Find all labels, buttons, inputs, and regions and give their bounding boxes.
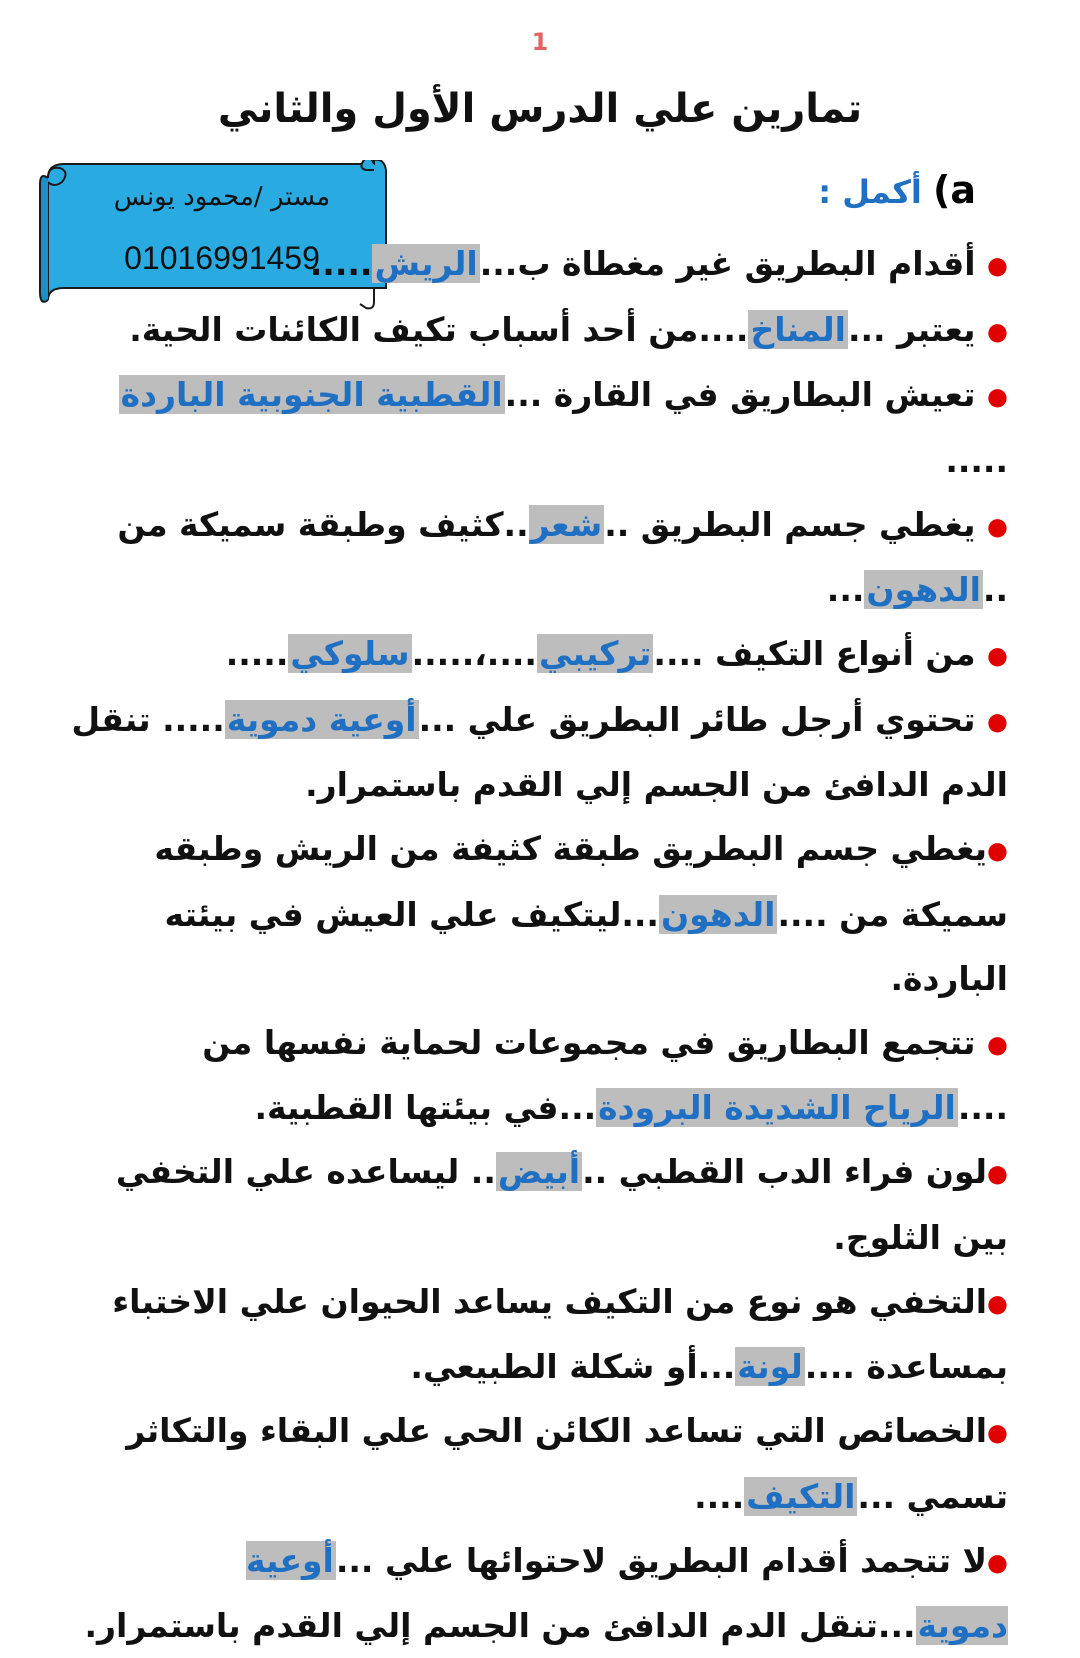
bullet-icon: ● [987,837,1008,865]
answer-highlight: تركيبي [537,634,653,673]
answer-highlight: الرياح الشديدة البرودة [596,1088,958,1127]
answer-highlight: سلوكي [288,634,411,673]
answer-highlight: أبيض [496,1152,582,1191]
item-text: ....من أحد أسباب تكيف الكائنات الحية. [129,310,748,349]
bullet-icon: ● [987,1030,1008,1058]
item-text: .. ليساعده علي التخفي بين الثلوج. [116,1152,1008,1257]
answer-highlight: القطبية الجنوبية الباردة [119,375,505,414]
exercise-list [68,232,1008,1658]
answer-highlight: لونة [735,1347,804,1386]
item-text: ..... [226,634,289,673]
bullet-icon: ● [987,707,1008,735]
item-text: ...أو شكلة الطبيعي. [410,1347,735,1386]
bullet-icon: ● [987,1160,1008,1188]
item-text: ...ليتكيف علي العيش في بيئته الباردة. [164,895,1008,998]
bullet-icon: ● [987,317,1008,345]
list-item [68,1140,1008,1270]
item-text: أقدام البطريق غير مغطاة ب... [480,244,976,283]
answer-highlight: أوعية دموية [246,1541,1008,1646]
item-text: لون فراء الدب القطبي .. [582,1152,987,1191]
item-text: تعيش البطاريق في القارة ... [505,375,976,414]
item-text: التخفي هو نوع من التكيف يساعد الحيوان علي الاختباء بمساعدة .... [112,1282,1008,1387]
item-text: تتجمع البطاريق في مجموعات لحماية نفسها من .... [202,1023,1008,1128]
item-text: يغطي جسم البطريق .. [604,505,975,544]
page-title: تمارين علي الدرس الأول والثاني [0,86,1080,132]
item-text: ....،..... [412,634,537,673]
answer-highlight: المناخ [748,310,847,349]
item-text: ...تنقل الدم الدافئ من الجسم إلي القدم باستمرار. [84,1606,915,1645]
answer-highlight: الريش [372,244,479,283]
list-item [68,622,1008,688]
item-text: ... [827,570,865,609]
teacher-phone: 01016991459 [64,240,380,277]
item-text: لا تتجمد أقدام البطريق لاحتوائها علي ... [336,1541,987,1580]
section-heading [818,168,976,212]
answer-highlight: الدهون [659,895,778,934]
item-text: ..... [310,244,373,283]
item-text: يعتبر ... [848,310,976,349]
section-letter: a) [933,168,976,212]
page-number: 1 [0,28,1080,56]
bullet-icon: ● [987,383,1008,411]
item-text: .... [694,1477,744,1516]
answer-highlight: التكيف [744,1477,857,1516]
bullet-icon: ● [987,1548,1008,1576]
bullet-icon: ● [987,642,1008,670]
bullet-icon: ● [987,1419,1008,1447]
list-item [68,363,1008,493]
list-item [68,493,1008,623]
list-item [68,688,1008,818]
bullet-icon: ● [987,1289,1008,1317]
list-item [68,1011,1008,1141]
teacher-name: مستر /محمود يونس [64,182,380,212]
item-text: يغطي جسم البطريق طبقة كثيفة من الريش وطبقه سميكة من .... [154,829,1008,934]
section-label: أكمل : [818,173,922,211]
list-item [68,232,1008,298]
item-text: ...في بيئتها القطبية. [255,1088,597,1127]
answer-highlight: أوعية دموية [225,700,419,739]
item-text: تحتوي أرجل طائر البطريق علي ... [419,700,976,739]
bullet-icon: ● [987,512,1008,540]
list-item [68,1529,1008,1658]
item-text: الخصائص التي تساعد الكائن الحي علي البقاء والتكاثر تسمي ... [126,1411,1008,1516]
item-text: ..... [945,441,1008,480]
answer-highlight: الدهون [864,570,983,609]
bullet-icon: ● [987,252,1008,280]
item-text: من أنواع التكيف .... [653,634,975,673]
item-text: ..... تنقل الدم الدافئ من الجسم إلي القدم باستمرار. [72,700,1008,805]
item-text: ..كثيف وطبقة سميكة من .. [117,505,1008,610]
list-item [68,817,1008,1011]
answer-highlight: شعر [529,505,605,544]
list-item [68,298,1008,364]
list-item [68,1399,1008,1529]
